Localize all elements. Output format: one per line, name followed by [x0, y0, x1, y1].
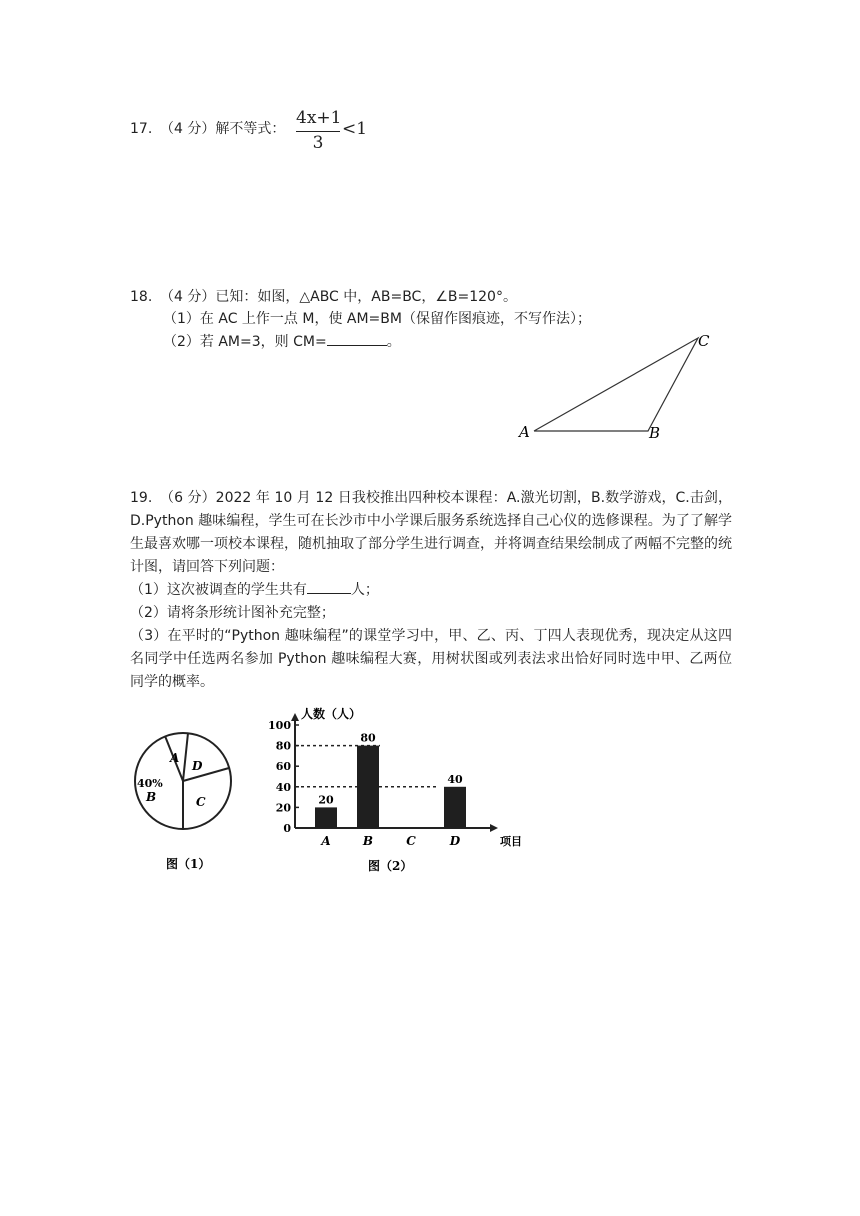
bar-d	[444, 787, 466, 828]
q19-intro	[130, 487, 732, 579]
y-tick-label: 20	[275, 801, 291, 815]
q17-number: 17.	[130, 121, 153, 137]
triangle-abc	[534, 338, 698, 431]
q19-part3-block	[130, 625, 732, 694]
y-axis-arrow	[291, 713, 299, 721]
y-axis-title: 人数（人）	[301, 707, 362, 721]
vertex-c-label: C	[698, 332, 710, 350]
x-axis-title: 项目	[500, 835, 522, 848]
q19-paragraph: （6 分）2022 年 10 月 12 日我校推出四种校本课程：A.激光切割，B.数学游戏，C.击剑，D.Python 趣味编程，学生可在长沙市中小学课后服务系统选择自己心仪的选修课程。为了了解学生最喜欢哪一项校本课程，随机抽取了部分学生进行调查，并将调查结果绘制成了两幅不完整的统计图，请回答下列问题：	[130, 490, 732, 575]
pie-chart	[128, 728, 243, 878]
fraction-bar	[296, 131, 340, 132]
q18-number: 18.	[130, 289, 153, 305]
bar-chart-caption: 图（2）	[368, 859, 413, 873]
q17-numerator: 4x+1	[296, 108, 342, 128]
q18-part2	[163, 331, 401, 353]
y-tick-label: 60	[275, 760, 291, 774]
bar-chart	[268, 700, 522, 875]
q17-relation: <1	[342, 119, 368, 139]
q18-part2-end: 。	[386, 334, 401, 350]
q17-denominator: 3	[312, 133, 324, 153]
bar-a	[315, 807, 337, 828]
x-tick-label-b: B	[362, 834, 374, 848]
pie-label-b: B	[146, 790, 157, 804]
data-label-a: 20	[318, 793, 334, 807]
pie-label-a: A	[170, 751, 180, 765]
q19-part1-text: （1）这次被调查的学生共有	[130, 582, 307, 598]
x-tick-label-a: A	[321, 834, 331, 848]
answer-blank	[307, 579, 351, 594]
x-tick-label-d: D	[449, 834, 461, 848]
vertex-a-label: A	[519, 423, 530, 441]
q18-stem: （4 分）已知：如图，△ABC 中，AB=BC，∠B=120°。	[160, 289, 517, 305]
data-label-b: 80	[360, 731, 376, 745]
q19-part1-end: 人；	[350, 582, 379, 598]
x-axis-arrow	[490, 824, 498, 832]
x-tick-label-c: C	[406, 834, 416, 848]
q19-part2: （2）请将条形统计图补充完整；	[130, 605, 335, 621]
y-tick-label: 100	[268, 719, 291, 732]
y-tick-label: 0	[283, 822, 291, 835]
q17-points: （4 分）解不等式：	[160, 121, 286, 137]
pie-label-c: C	[196, 795, 206, 809]
q19-part1	[130, 579, 379, 601]
y-tick-label: 80	[275, 739, 291, 753]
data-label-d: 40	[447, 772, 463, 786]
triangle-figure	[510, 328, 720, 446]
answer-blank	[327, 331, 387, 346]
vertex-b-label: B	[649, 424, 661, 442]
q18-part1: （1）在 AC 上作一点 M，使 AM=BM（保留作图痕迹，不写作法）；	[163, 311, 591, 327]
bar-b	[357, 746, 379, 828]
q19-number: 19.	[130, 490, 153, 506]
q19-part3: （3）在平时的“Python 趣味编程”的课堂学习中，甲、乙、丙、丁四人表现优秀，现决定从这四名同学中任选两名参加 Python 趣味编程大赛，用树状图或列表法求出恰好同时选中甲、乙两位同学的概率。	[130, 628, 732, 690]
pie-caption: 图（1）	[166, 857, 211, 871]
pie-percent-b: 40%	[137, 777, 163, 790]
pie-label-d: D	[192, 759, 203, 773]
y-tick-label: 40	[275, 780, 291, 794]
q18-part2-text: （2）若 AM=3，则 CM=	[163, 334, 327, 350]
q17-fraction	[296, 108, 366, 152]
